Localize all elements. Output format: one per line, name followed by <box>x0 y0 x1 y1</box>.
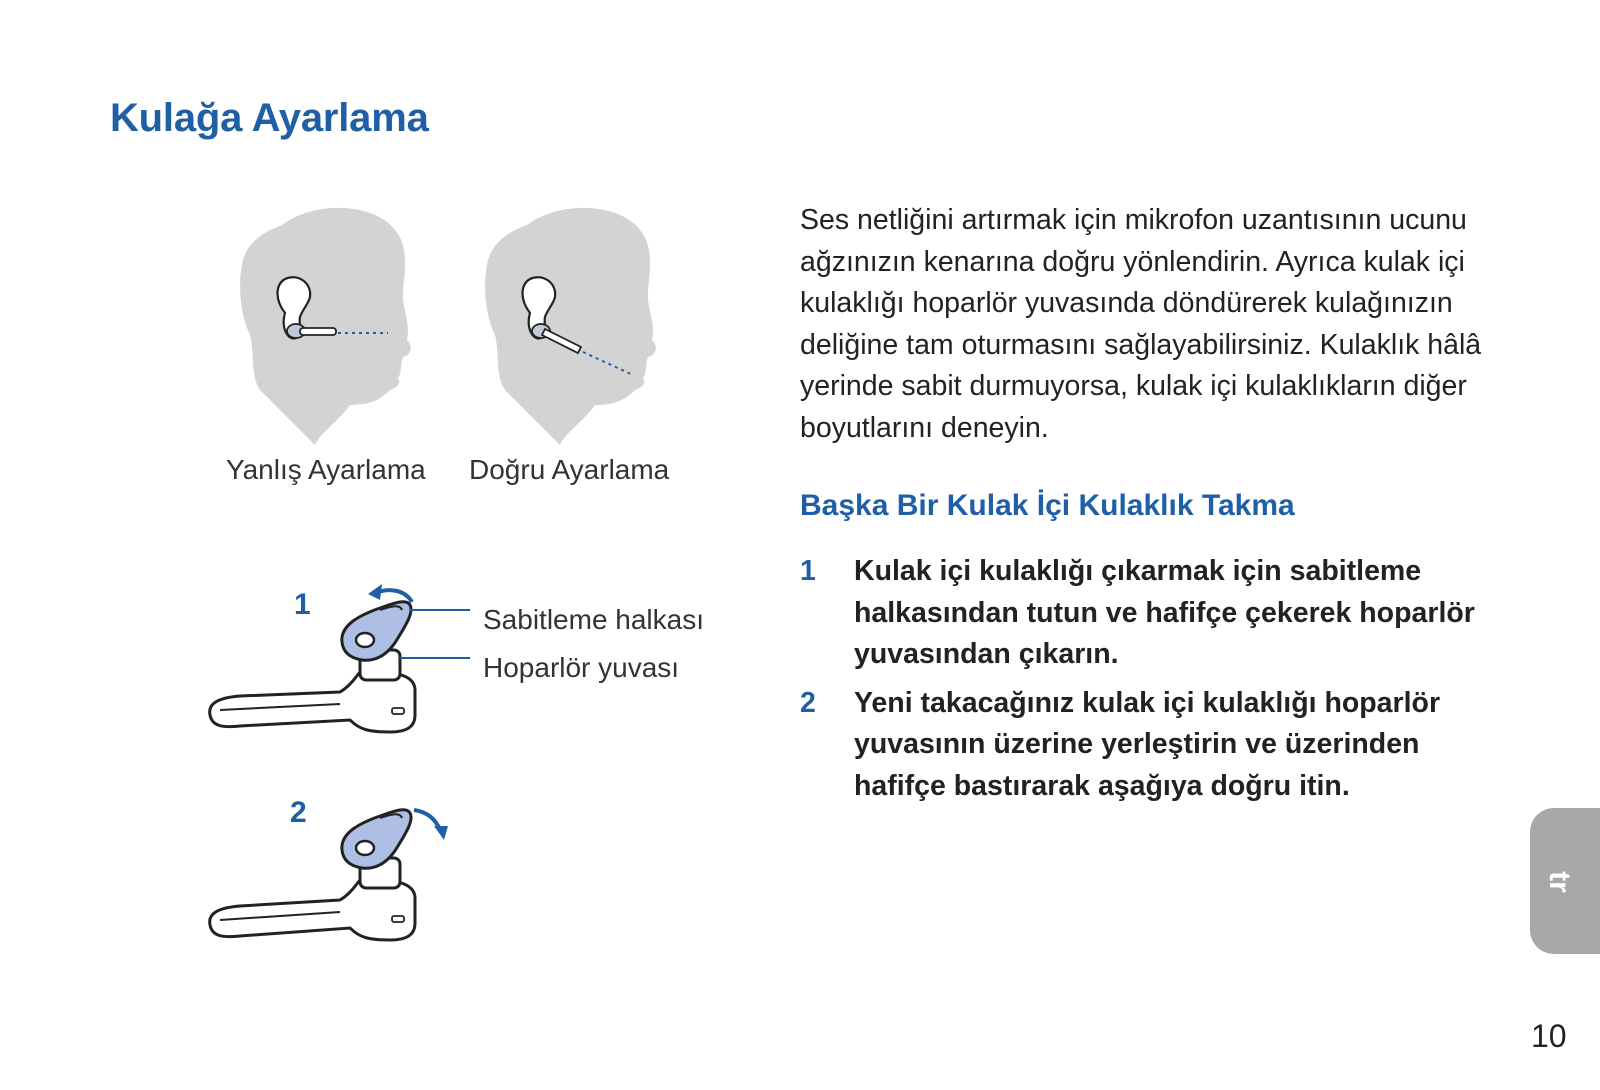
speaker-housing-label: Hoparlör yuvası <box>483 652 680 683</box>
retaining-ring-label: Sabitleme halkası <box>483 604 705 635</box>
right-fit-caption: Doğru Ayarlama <box>469 454 670 485</box>
page-title: Kulağa Ayarlama <box>110 96 429 140</box>
step-number: 2 <box>800 686 816 719</box>
step-text: Kulak içi kulaklığı çıkarmak için sabitleme halkasından tutun ve hafifçe çekerek hoparlör yuvasından çıkarın. <box>854 555 1475 671</box>
figure-step-number: 2 <box>290 796 307 829</box>
fit-figure <box>220 205 690 455</box>
step-text: Yeni takacağınız kulak içi kulaklığı hoparlör yuvasının üzerine yerleştirin ve üzerinden hafifçe bastırarak aşağıya doğru itin. <box>854 686 1441 802</box>
step-number: 1 <box>800 555 816 587</box>
steps-list <box>800 551 1500 815</box>
intro-paragraph: Ses netliğini artırmak için mikrofon uzantısının ucunu ağzınızın kenarına doğru yönlendirin. Ayrıca kulak içi kulaklığı hoparlör yuvasında döndürerek kulağınızın deliğine tam oturmasını sağlayabilirsiniz. Kulaklık hâlâ yerinde sabit durmuyorsa, kulak içi kulaklıkların diğer boyutlarını deneyin. <box>800 204 1482 444</box>
list-item <box>800 551 1500 676</box>
wrong-fit-caption: Yanlış Ayarlama <box>226 454 426 485</box>
page-number: 10 <box>1531 1018 1567 1054</box>
head-profile-wrong-fit-icon <box>240 208 411 445</box>
list-item <box>800 683 1500 808</box>
head-profile-right-fit-icon <box>485 208 656 445</box>
language-tab-label: tr <box>1542 871 1576 893</box>
section-heading: Başka Bir Kulak İçi Kulaklık Takma <box>800 489 1295 522</box>
figure-step-number: 1 <box>294 588 311 621</box>
headset-attach-eartip-icon <box>200 800 480 955</box>
